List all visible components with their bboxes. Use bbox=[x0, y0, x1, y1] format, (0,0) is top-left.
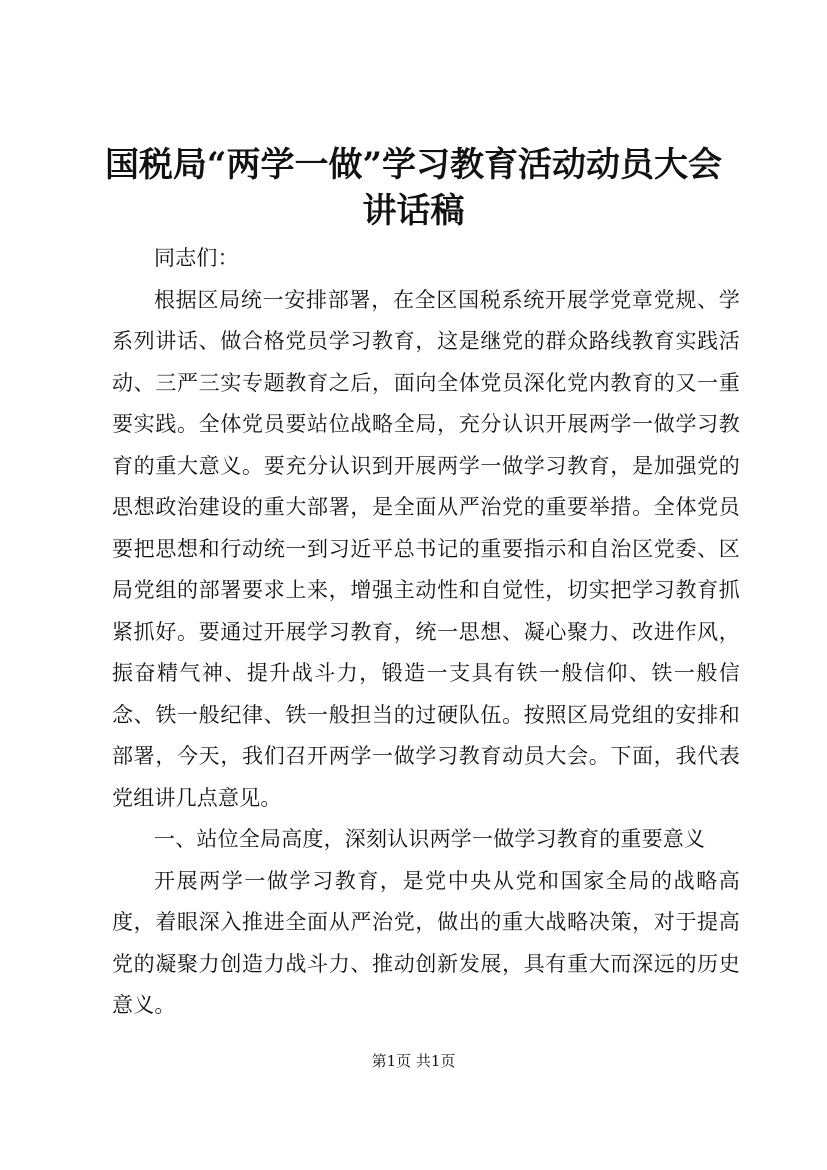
paragraph: 开展两学一做学习教育，是党中央从党和国家全局的战略高度，着眼深入推进全面从严治党，做出的重大战略决策，对于提高党的凝聚力创造力战斗力、推动创新发展，具有重大而深远的历史意义。 bbox=[112, 868, 740, 1017]
section-heading: 一、站位全局高度，深刻认识两学一做学习教育的重要意义 bbox=[154, 827, 706, 851]
document-body bbox=[112, 238, 740, 1027]
paragraph: 根据区局统一安排部署，在全区国税系统开展学党章党规、学系列讲话、做合格党员学习教育，这是继党的群众路线教育实践活动、三严三实专题教育之后，面向全体党员深化党内教育的又一重要实践。全体党员要站位战略全局，充分认识开展两学一做学习教育的重大意义。要充分认识到开展两学一做学习教育，是加强党的思想政治建设的重大部署，是全面从严治党的重要举措。全体党员要把思想和行动统一到习近平总书记的重要指示和自治区党委、区局党组的部署要求上来，增强主动性和自觉性，切实把学习教育抓紧抓好。要通过开展学习教育，统一思想、凝心聚力、改进作风，振奋精气神、提升战斗力，锻造一支具有铁一般信仰、铁一般信念、铁一般纪律、铁一般担当的过硬队伍。按照区局党组的安排和部署，今天，我们召开两学一做学习教育动员大会。下面，我代表党组讲几点意见。 bbox=[112, 287, 740, 810]
page-footer: 第1页 共1页 bbox=[371, 1052, 456, 1070]
salutation: 同志们： bbox=[154, 246, 239, 270]
document-title: 国税局“两学一做”学习教育活动动员大会讲话稿 bbox=[104, 145, 723, 231]
